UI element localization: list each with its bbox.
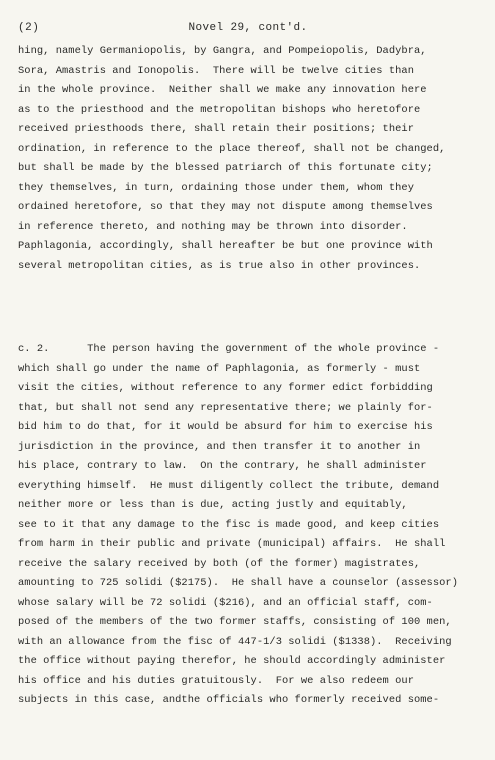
text-line: but shall be made by the blessed patriarch of this fortunate city; [18,162,433,174]
paragraph-2 [18,340,488,711]
text-line: in reference thereto, and nothing may be thrown into disorder. [18,220,408,233]
text-line: his place, contrary to law. On the contrary, he shall administer [18,460,427,472]
text-line: posed of the members of the two former staffs, consisting of 100 men, [18,616,452,628]
text-line: his office and his duties gratuitously. For we also redeem our [18,674,414,687]
text-line: everything himself. He must diligently collect the tribute, demand [18,479,440,492]
text-line: bid him to do that, for it would be absurd for him to exercise his [18,421,433,433]
text-line: they themselves, in turn, ordaining those under them, whom they [18,181,414,194]
page-header [18,22,478,36]
text-line: the office without paying therefor, he should accordingly administer [18,655,446,667]
text-line: received priesthoods there, shall retain their positions; their [18,123,414,135]
text-line: c. 2. The person having the government of the whole province - [18,343,440,355]
paragraph-1 [18,42,488,276]
text-line: which shall go under the name of Paphlagonia, as formerly - must [18,362,421,375]
text-line: amounting to 725 solidi ($2175). He shall have a counselor (assessor) [18,577,458,589]
text-line: receive the salary received by both (of the former) magistrates, [18,557,421,570]
text-line: ordained heretofore, so that they may not dispute among themselves [18,201,433,213]
running-head: Novel 29, cont'd. [188,22,308,34]
text-line: several metropolitan cities, as is true also in other provinces. [18,259,421,272]
text-line: subjects in this case, andthe officials who formerly received some- [18,694,440,706]
text-line: jurisdiction in the province, and then transfer it to another in [18,440,421,453]
text-line: hing, namely Germaniopolis, by Gangra, and Pompeiopolis, Dadybra, [18,45,427,57]
text-line: with an allowance from the fisc of 447-1/3 solidi ($1338). Receiving [18,635,452,648]
text-line: whose salary will be 72 solidi ($216), and an official staff, com- [18,596,433,609]
text-line: see to it that any damage to the fisc is made good, and keep cities [18,518,440,531]
text-line: visit the cities, without reference to any former edict forbidding [18,382,433,394]
text-line: ordination, in reference to the place thereof, shall not be changed, [18,142,446,155]
text-line: as to the priesthood and the metropolitan bishops who heretofore [18,103,421,116]
text-line: that, but shall not send any representative there; we plainly for- [18,401,433,414]
text-line: Sora, Amastris and Ionopolis. There will be twelve cities than [18,64,414,77]
text-line: from harm in their public and private (municipal) affairs. He shall [18,538,446,550]
page-number: (2) [18,22,40,34]
text-line: neither more or less than is due, acting justly and equitably, [18,499,408,511]
text-line: Paphlagonia, accordingly, shall hereafter be but one province with [18,240,433,252]
text-line: in the whole province. Neither shall we make any innovation here [18,84,427,96]
